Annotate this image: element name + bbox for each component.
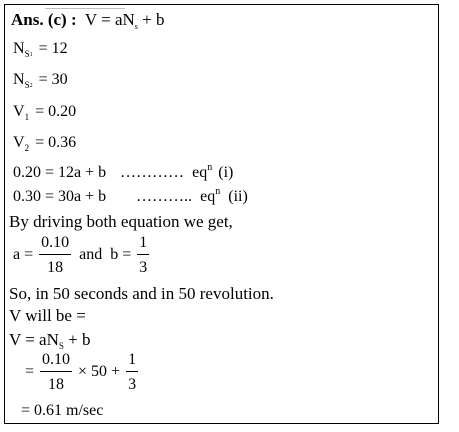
header-formula: $V = aN_s + b$ (84, 10, 165, 31)
answer-header (11, 10, 165, 31)
a-b-values: a = $\frac{0.10}{18}$ and b = $\frac{1}{3}$ (13, 234, 148, 276)
calc-fraction-1: $\frac{0.10}{18}$ (42, 351, 71, 393)
given-v2: $V_2 = 0.36$ (13, 134, 77, 153)
v-formula: $V = aN_S + b$ (9, 330, 91, 351)
so-text: So, in 50 seconds and in 50 revolution. (9, 284, 274, 303)
given-ns1: $N_S1 = 12$ (13, 40, 68, 59)
calc-fraction-2: $\frac{1}{3}$ (128, 351, 137, 393)
top-divider (45, 2, 125, 9)
answer-box (4, 4, 439, 424)
equation-2: 0.30 = 30a + b ……….. $eq^n$ (ii) (13, 186, 248, 205)
b-fraction: $\frac{1}{3}$ (139, 234, 148, 276)
calculation: = $\frac{0.10}{18}$ × 50 + $\frac{1}{3}$ (25, 351, 137, 393)
a-fraction: $\frac{0.10}{18}$ (41, 234, 70, 276)
answer-label: Ans. (c) : (11, 10, 77, 29)
given-v1: $V_1 = 0.20$ (13, 103, 77, 122)
v-will-be: V will be = (9, 306, 86, 325)
intro-text: By driving both equation we get, (9, 212, 233, 231)
equation-1: 0.20 = 12a + b ………… $eq^n$ (i) (13, 162, 234, 181)
result: = 0.61 m/sec (21, 402, 104, 419)
given-ns2: $N_S2 = 30$ (13, 71, 68, 90)
